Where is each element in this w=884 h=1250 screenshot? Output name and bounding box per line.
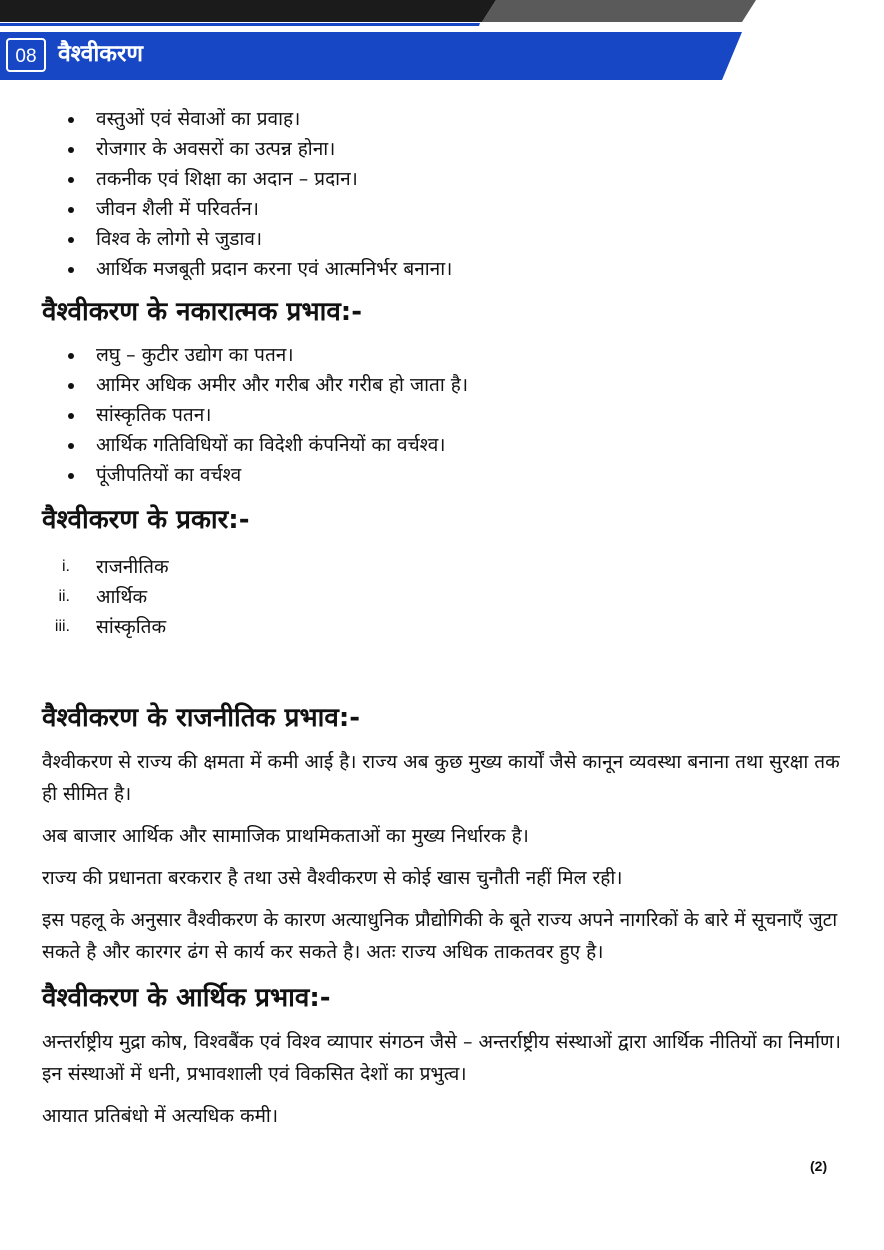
negative-effects-list — [42, 340, 842, 490]
paragraph: इस पहलू के अनुसार वैश्वीकरण के कारण अत्याधुनिक प्रौद्योगिकी के बूते राज्य अपने नागरिकों के बारे में सूचनाएँ जुटा सकते है और कारगर ढंग से कार्य कर सकते है। अतः राज्य अधिक ताकतवर हुए है। — [42, 909, 838, 963]
list-item-label: राजनीतिक — [96, 556, 169, 578]
list-item: रोजगार के अवसरों का उत्पन्न होना। — [68, 134, 842, 164]
section-heading-negative-effects: वैश्वीकरण के नकारात्मक प्रभाव:- — [42, 297, 362, 327]
list-item: लघु – कुटीर उद्योग का पतन। — [68, 340, 842, 370]
list-item: आर्थिक गतिविधियों का विदेशी कंपनियों का वर्चश्व। — [68, 430, 842, 460]
page-content — [42, 104, 842, 1132]
list-item-label: आर्थिक — [96, 586, 148, 608]
chapter-title: वैश्वीकरण — [58, 41, 144, 67]
list-number: iii. — [54, 618, 70, 635]
section-heading-economic-effects: वैश्वीकरण के आर्थिक प्रभाव:- — [42, 983, 331, 1013]
page-number: (2) — [810, 1158, 828, 1174]
list-number: ii. — [58, 588, 70, 605]
chapter-number-badge: 08 — [6, 38, 46, 72]
list-item: विश्व के लोगो से जुडाव। — [68, 224, 842, 254]
section-heading-types: वैश्वीकरण के प्रकार:- — [42, 505, 250, 535]
paragraph: वैश्वीकरण से राज्य की क्षमता में कमी आई है। राज्य अब कुछ मुख्य कार्यों जैसे कानून व्यवस्था बनाना तथा सुरक्षा तक ही सीमित है। — [42, 751, 840, 805]
list-item: आमिर अधिक अमीर और गरीब और गरीब हो जाता है। — [68, 370, 842, 400]
benefits-list — [42, 104, 842, 284]
header-grey-band — [482, 0, 756, 22]
list-item: पूंजीपतियों का वर्चश्व — [68, 460, 842, 490]
section-heading-political-effects: वैश्वीकरण के राजनीतिक प्रभाव:- — [42, 703, 361, 733]
header-dark-band — [0, 0, 496, 22]
paragraph: आयात प्रतिबंधो में अत्यधिक कमी। — [42, 1105, 279, 1127]
paragraph: अब बाजार आर्थिक और सामाजिक प्राथमिकताओं का मुख्य निर्धारक है। — [42, 825, 529, 847]
list-item — [42, 552, 842, 582]
chapter-header — [0, 0, 884, 90]
list-item: वस्तुओं एवं सेवाओं का प्रवाह। — [68, 104, 842, 134]
list-item — [42, 582, 842, 612]
paragraph: अन्तर्राष्ट्रीय मुद्रा कोष, विश्वबैंक एवं विश्व व्यापार संगठन जैसे – अन्तर्राष्ट्रीय संस्थाओं द्वारा आर्थिक नीतियों का निर्माण। इन संस्थाओं में धनी, प्रभावशाली एवं विकसित देशों का प्रभुत्व। — [42, 1031, 841, 1085]
paragraph: राज्य की प्रधानता बरकरार है तथा उसे वैश्वीकरण से कोई खास चुनौती नहीं मिल रही। — [42, 867, 623, 889]
list-item: जीवन शैली में परिवर्तन। — [68, 194, 842, 224]
list-item: तकनीक एवं शिक्षा का अदान – प्रदान। — [68, 164, 842, 194]
list-item: आर्थिक मजबूती प्रदान करना एवं आत्मनिर्भर बनाना। — [68, 254, 842, 284]
list-item-label: सांस्कृतिक — [96, 616, 167, 638]
header-thin-line — [0, 23, 480, 26]
list-number: i. — [62, 558, 70, 575]
list-item: सांस्कृतिक पतन। — [68, 400, 842, 430]
list-item — [42, 612, 842, 642]
types-list — [42, 552, 842, 642]
